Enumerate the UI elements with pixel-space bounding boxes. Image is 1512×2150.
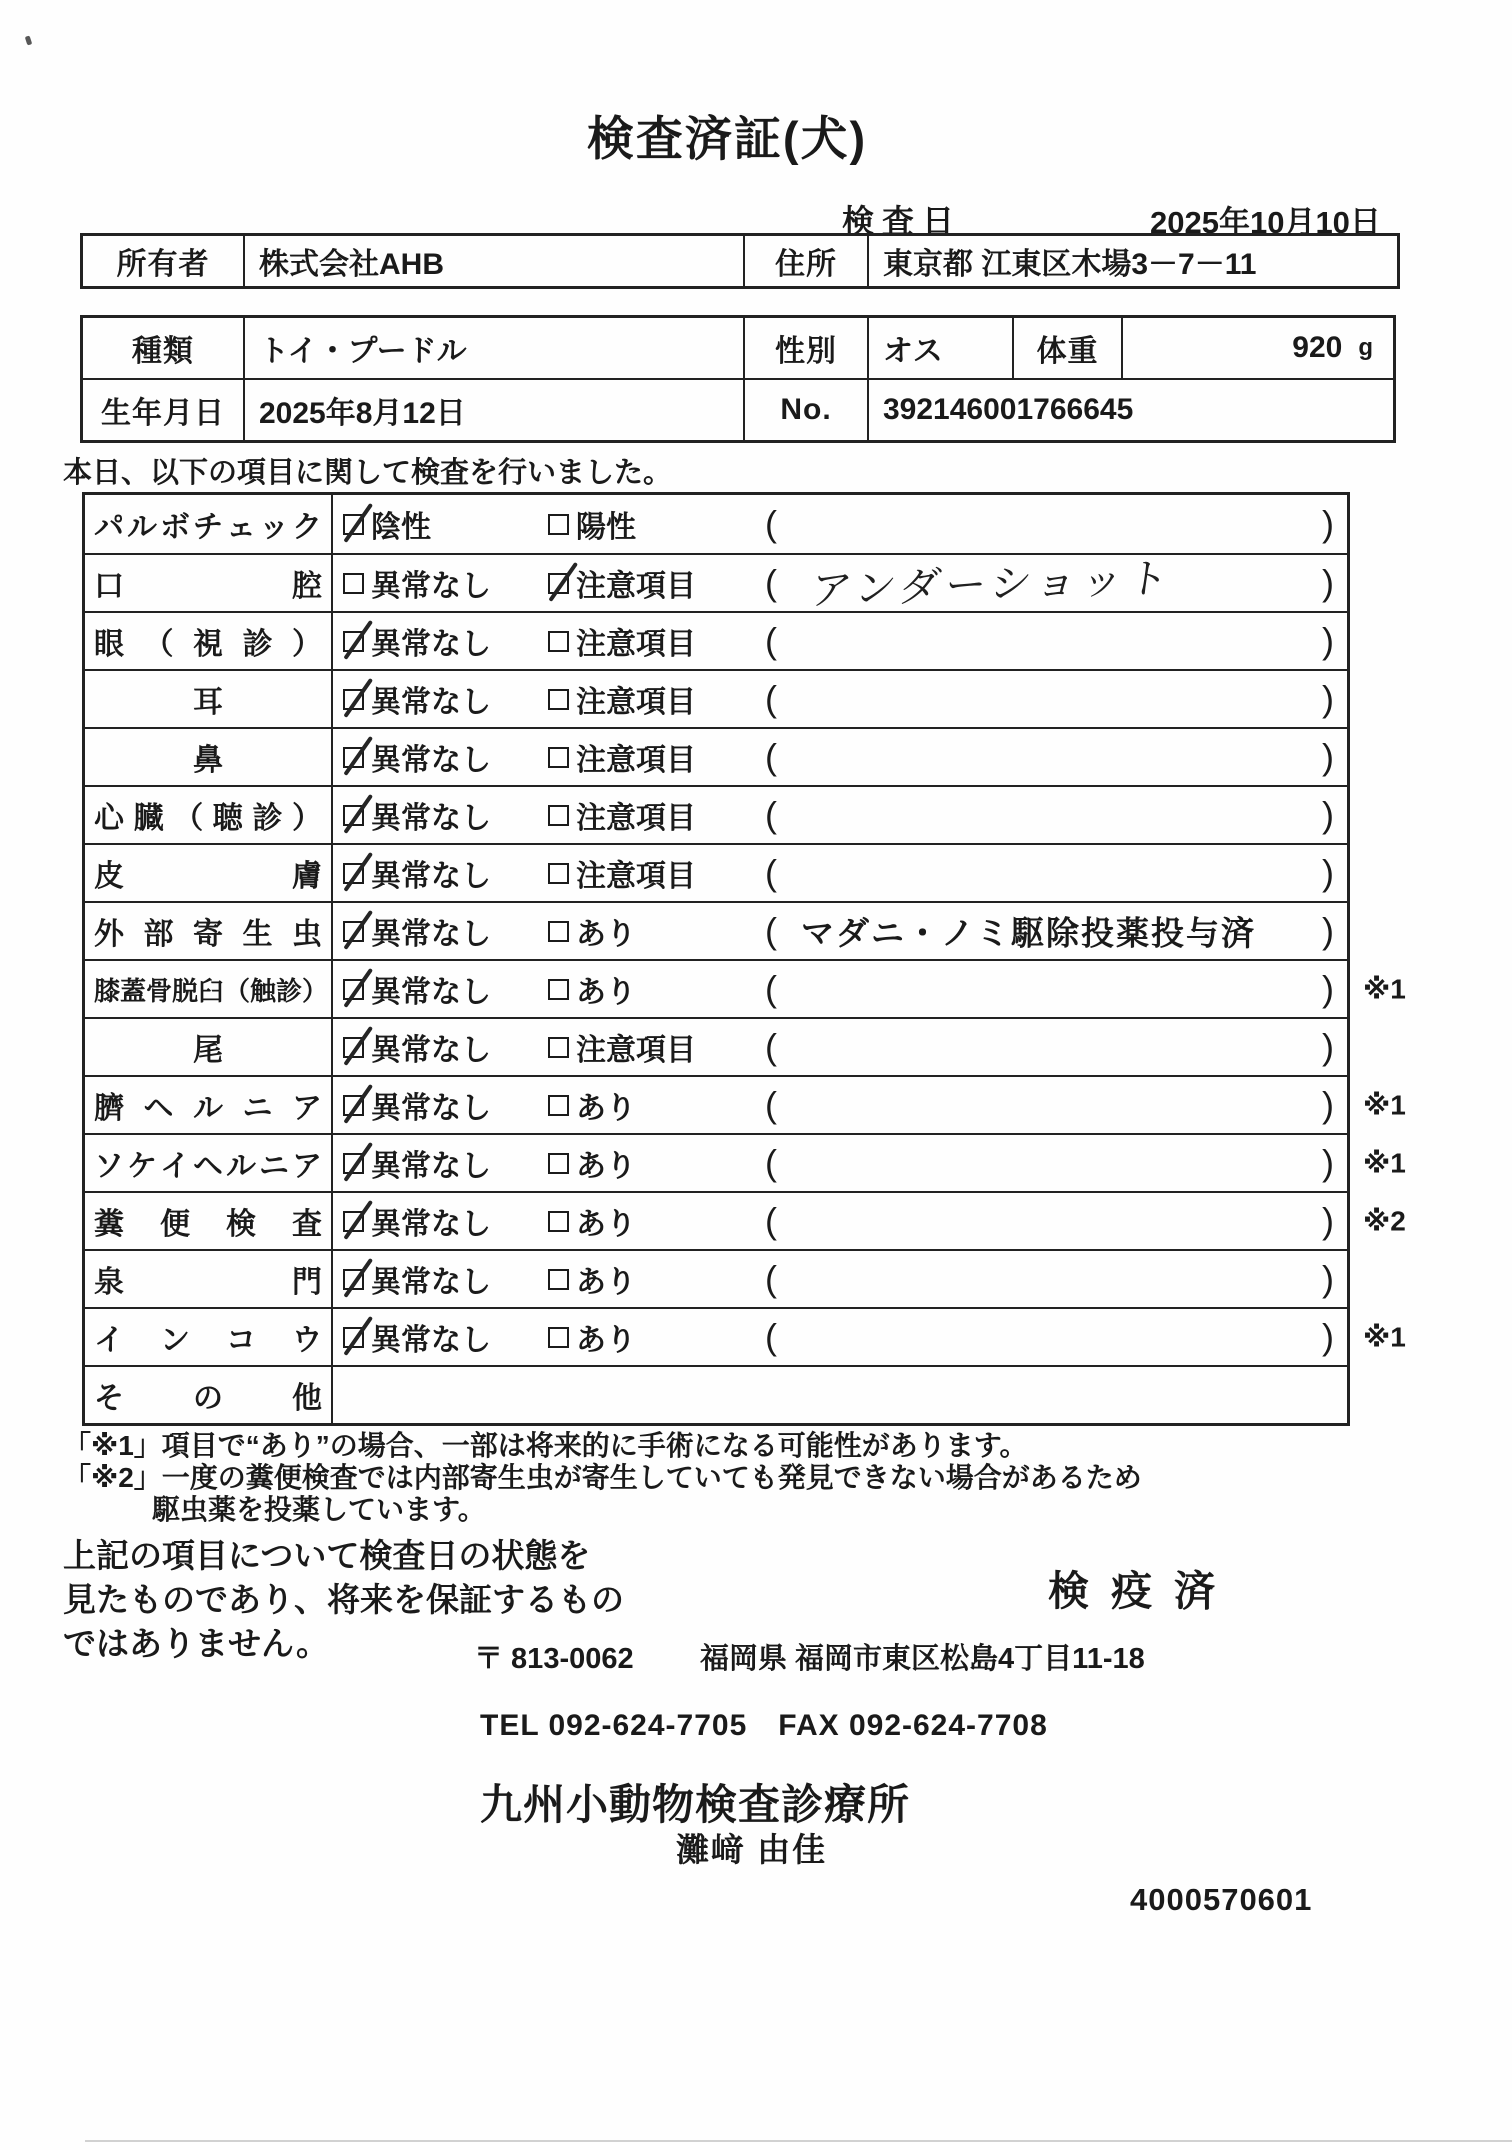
option-opt2 [548,1083,636,1127]
paren-close: ) [1322,503,1334,544]
paren-close: ) [1322,1200,1334,1241]
certificate-no-value: 392146001766645 [867,380,1393,440]
option-opt1 [343,1315,491,1359]
paren-close: ) [1322,736,1334,777]
option-label: 異常なし [371,1034,491,1067]
paren-open: ( [765,968,777,1009]
scan-artifact-dot [25,35,33,45]
paren-close: ) [1322,678,1334,719]
paren-open: ( [765,678,777,719]
checkbox-checked-icon [343,1327,364,1348]
option-opt1 [343,561,491,605]
paren-open: ( [765,1026,777,1067]
paren-open: ( [765,910,777,951]
check-slash-mark [343,1315,372,1355]
option-label: 陽性 [576,511,636,544]
option-opt1 [343,1199,491,1243]
weight-value-cell [1121,318,1393,378]
option-label: 注意項目 [576,802,696,835]
option-label: 異常なし [371,802,491,835]
check-slash-mark [343,851,372,891]
option-label: あり [576,1092,636,1125]
checkbox-checked-icon [343,1153,364,1174]
paren-open: ( [765,852,777,893]
paren-close: ) [1322,794,1334,835]
option-label: 異常なし [371,628,491,661]
option-label: 異常なし [371,860,491,893]
checkbox-checked-icon [343,689,364,710]
sex-label: 性別 [743,318,867,378]
paren-close: ) [1322,910,1334,951]
option-opt2 [548,1199,636,1243]
inspection-row [85,901,1347,959]
inspection-row [85,495,1347,553]
checkbox-checked-icon [343,514,364,535]
option-opt1 [343,851,491,895]
inspection-row [85,1191,1406,1249]
weight-unit: g [1358,334,1373,361]
owner-table [80,233,1400,289]
paren-open: ( [765,794,777,835]
clinic-postal-code: 〒 813-0062 [474,1643,634,1675]
option-opt2 [548,1141,636,1185]
checkbox-checked-icon [343,747,364,768]
check-slash-mark [343,909,372,949]
option-label: 異常なし [371,976,491,1009]
item-label: 泉 門 [85,1251,333,1307]
check-slash-mark [343,677,372,717]
reference-note: ※1 [1363,973,1406,1005]
option-opt1 [343,909,491,953]
checkbox-icon [548,1269,569,1290]
paren-open: ( [765,1142,777,1183]
item-label: 臍 ヘ ル ニ ア [85,1077,333,1133]
paren-open: ( [765,1316,777,1357]
paren-close: ) [1322,968,1334,1009]
check-slash-mark [343,619,372,659]
option-opt2 [548,619,696,663]
option-label: 注意項目 [576,570,696,603]
intro-line: 本日、以下の項目に関して検査を行いました。 [63,457,673,489]
checkbox-checked-icon [343,1095,364,1116]
inspection-row [85,727,1347,785]
option-opt2 [548,967,636,1011]
item-label: 尾 [85,1019,333,1075]
inspection-row [85,1249,1347,1307]
option-opt1 [343,1257,491,1301]
paren-close: ) [1322,620,1334,661]
option-opt2 [548,1257,636,1301]
checkbox-icon [548,514,569,535]
checkbox-icon [548,1153,569,1174]
check-slash-mark [343,967,372,1007]
checkbox-checked-icon [343,979,364,1000]
checkbox-checked-icon [343,921,364,942]
paren-close: ) [1322,562,1334,603]
breed-row [83,318,1393,378]
clinic-address: 福岡県 福岡市東区松島4丁目11-18 [700,1643,1145,1675]
owner-value: 株式会社AHB [243,236,743,286]
checkbox-icon [343,573,364,594]
option-opt2 [548,851,696,895]
inspection-date-value: 2025年10月10日 [1150,205,1381,240]
option-label: 異常なし [371,686,491,719]
item-label: 口 腔 [85,555,333,611]
checkbox-checked-icon [343,805,364,826]
option-opt1 [343,1083,491,1127]
option-label: あり [576,1266,636,1299]
inspection-row [85,785,1347,843]
paren-open: ( [765,620,777,661]
option-opt1 [343,502,431,546]
option-label: 注意項目 [576,1034,696,1067]
option-opt1 [343,1025,491,1069]
footnote-2: 「※2」一度の糞便検査では内部寄生虫が寄生していても発見できない場合があるため [63,1462,1142,1493]
weight-label: 体重 [1012,318,1121,378]
option-label: 異常なし [371,1266,491,1299]
option-opt2 [548,735,696,779]
item-label: 耳 [85,671,333,727]
inspection-row [85,843,1347,901]
inspection-table [82,492,1406,1426]
checkbox-icon [548,1211,569,1232]
paren-open: ( [765,503,777,544]
check-slash-mark [343,1025,372,1065]
checkbox-icon [548,921,569,942]
checkbox-checked-icon [548,573,569,594]
option-label: 注意項目 [576,744,696,777]
option-label: あり [576,1150,636,1183]
address-label: 住所 [743,236,867,286]
option-label: 異常なし [371,1208,491,1241]
disclaimer-line-3: ではありません。 [63,1625,329,1662]
option-opt1 [343,735,491,779]
checkbox-checked-icon [343,1037,364,1058]
birth-label: 生年月日 [101,397,225,430]
check-slash-mark [343,735,372,775]
item-label: パ ル ボ チ ェ ッ ク [85,495,333,553]
reference-note: ※1 [1363,1147,1406,1179]
paren-close: ) [1322,1258,1334,1299]
birth-row [83,378,1393,440]
paren-close: ) [1322,1026,1334,1067]
option-opt2 [548,1315,636,1359]
item-label: 糞 便 検 査 [85,1193,333,1249]
inspection-row [85,611,1347,669]
checkbox-icon [548,1327,569,1348]
item-label: イ ン コ ウ [85,1309,333,1365]
paren-open: ( [765,1258,777,1299]
option-label: 異常なし [371,1092,491,1125]
item-label: そ の 他 [85,1367,333,1423]
item-label: 皮 膚 [85,845,333,901]
option-label: 注意項目 [576,686,696,719]
scan-edge-line [85,2140,1512,2142]
option-opt2 [548,561,696,605]
option-opt1 [343,619,491,663]
page-title: 検査済証(犬) [586,112,868,165]
item-label: 鼻 [85,729,333,785]
sex-value: オス [867,318,1012,378]
check-slash-mark [343,1141,372,1181]
item-label: 心 臓 （ 聴 診 ） [85,787,333,843]
inspection-row [85,959,1406,1017]
option-label: 注意項目 [576,628,696,661]
inspection-row [85,669,1347,727]
option-opt1 [343,1141,491,1185]
veterinarian-name: 灘﨑 由佳 [676,1831,828,1868]
option-label: あり [576,918,636,951]
item-label: 外 部 寄 生 虫 [85,903,333,959]
quarantine-passed-stamp: 検疫済 [1048,1568,1237,1614]
option-label: あり [576,1208,636,1241]
option-opt2 [548,1025,696,1069]
item-label: 眼 （ 視 診 ） [85,613,333,669]
disclaimer-line-1: 上記の項目について検査日の状態を [63,1537,591,1574]
option-opt2 [548,677,696,721]
option-opt2 [548,793,696,837]
option-opt1 [343,793,491,837]
option-opt1 [343,967,491,1011]
inspection-row [85,1017,1347,1075]
checkbox-icon [548,979,569,1000]
paren-close: ) [1322,1142,1334,1183]
paren-open: ( [765,736,777,777]
address-value: 東京都 江東区木場3－7－11 [867,236,1397,286]
document-code: 4000570601 [1130,1882,1313,1917]
birth-value: 2025年8月12日 [243,380,743,440]
inspection-row [85,1307,1406,1365]
option-label: 注意項目 [576,860,696,893]
checkbox-checked-icon [343,631,364,652]
pet-info-table [80,315,1396,443]
inspection-row [85,1075,1406,1133]
handwritten-comment: アンダーショット [807,554,1177,614]
checkbox-checked-icon [343,863,364,884]
checkbox-icon [548,1037,569,1058]
check-slash-mark [343,1083,372,1123]
certificate-no-label: No. [743,380,867,440]
check-slash-mark [548,561,577,601]
printed-comment: マダニ・ノミ駆除投薬投与済 [801,914,1256,952]
option-label: 異常なし [371,570,491,603]
checkbox-icon [548,1095,569,1116]
option-label: 異常なし [371,1150,491,1183]
breed-label: 種類 [132,335,194,368]
option-label: あり [576,976,636,1009]
reference-note: ※1 [1363,1089,1406,1121]
owner-row [83,236,1397,286]
checkbox-icon [548,631,569,652]
footnote-1: 「※1」項目で“あり”の場合、一部は将来的に手術になる可能性があります。 [63,1430,1028,1461]
checkbox-icon [548,805,569,826]
checkbox-checked-icon [343,1269,364,1290]
check-slash-mark [343,1199,372,1239]
check-slash-mark [343,502,372,542]
inspection-row [85,1133,1406,1191]
weight-value: 920 [1292,331,1343,364]
paren-close: ) [1322,1316,1334,1357]
breed-value: トイ・プードル [243,318,743,378]
disclaimer-line-2: 見たものであり、将来を保証するもの [63,1581,624,1618]
option-label: 異常なし [371,744,491,777]
reference-note: ※2 [1363,1205,1406,1237]
checkbox-icon [548,689,569,710]
inspection-row [85,553,1347,614]
option-label: 陰性 [371,511,431,544]
inspection-row [85,1365,1347,1423]
item-label: ソ ケ イ ヘ ル ニ ア [85,1135,333,1191]
option-label: 異常なし [371,918,491,951]
reference-note: ※1 [1363,1321,1406,1353]
option-opt2 [548,502,636,546]
footnote-2-continued: 駆虫薬を投薬しています。 [152,1494,486,1525]
paren-open: ( [765,1200,777,1241]
paren-open: ( [765,1084,777,1125]
clinic-name: 九州小動物検査診療所 [480,1781,911,1828]
owner-label: 所有者 [116,248,210,281]
clinic-tel-fax: TEL 092-624-7705 FAX 092-624-7708 [480,1709,1048,1742]
checkbox-icon [548,863,569,884]
item-label: 膝蓋骨脱臼（触診） [85,961,333,1017]
checkbox-icon [548,747,569,768]
option-opt1 [343,677,491,721]
check-slash-mark [343,793,372,833]
paren-close: ) [1322,1084,1334,1125]
checkbox-checked-icon [343,1211,364,1232]
option-opt2 [548,909,636,953]
paren-open: ( [765,562,777,603]
inspection-date-label: 検査日 [842,203,963,239]
option-label: あり [576,1324,636,1357]
check-slash-mark [343,1257,372,1297]
paren-close: ) [1322,852,1334,893]
option-label: 異常なし [371,1324,491,1357]
